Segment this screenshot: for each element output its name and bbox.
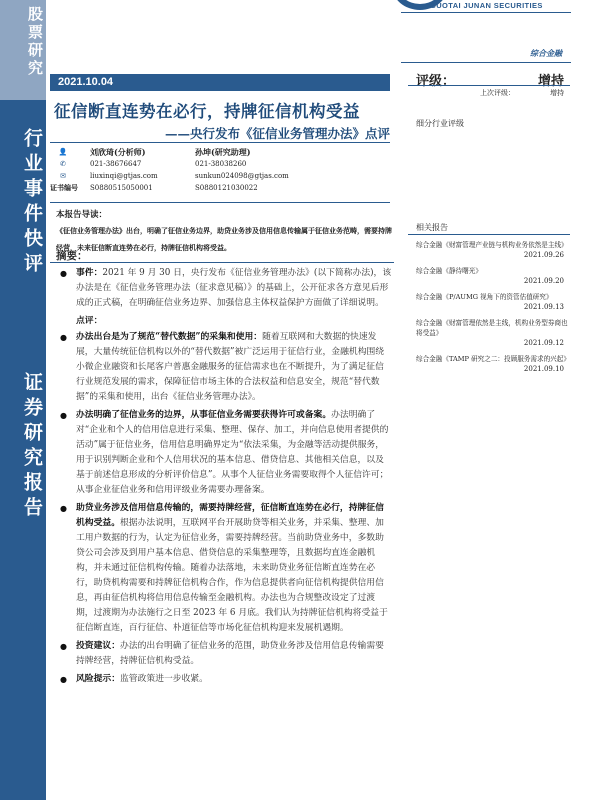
sidebar-top-label: 股票研究 [26, 6, 44, 78]
bullet-label: 投资建议： [76, 641, 120, 651]
analyst-phone: 021-38038260 [195, 160, 247, 168]
analyst-2 [195, 146, 289, 194]
related-report-title[interactable]: 综合金融《P/AUMG 视角下的资管估值研究》 [416, 293, 553, 301]
related-report-date: 2021.09.20 [523, 277, 564, 285]
related-report-date: 2021.09.26 [523, 251, 564, 259]
point-bullet [58, 501, 392, 636]
guide-text: 《征信业务管理办法》出台，明确了征信业务边界，助贷业务涉及信用信息传输属于征信业务范畴，需要持牌经营，未来征信断直连势在必行，持牌征信机构将受益。 [56, 226, 392, 252]
bullet-label: 办法出台是为了规范“替代数据”的采集和使用： [76, 332, 263, 342]
person-icon: 👤 [58, 148, 68, 156]
bullet-label: 风险提示： [76, 674, 120, 684]
report-date: 2021.10.04 [50, 74, 390, 91]
comment-title: 点评： [76, 316, 103, 326]
analyst-cert: S0880121030022 [195, 184, 258, 192]
point-bullet [58, 330, 392, 405]
rating-value: 增持 [537, 74, 564, 89]
related-report-title[interactable]: 综合金融《财富管理产业链与机构业务依然是主线》 [416, 241, 568, 249]
industry-rating-label: 细分行业评级 [416, 119, 464, 128]
summary-body [58, 266, 392, 690]
related-report-date: 2021.09.13 [523, 303, 564, 311]
bullet-text: 2021 年 9 月 30 日，央行发布《征信业务管理办法》(以下简称办法)，该办法是在《征信业务管理办法（征求意见稿）》的基础上，公开征求各方意见后形成的正式稿，在明确征信业务边界、加强信息主体权益保护方面做了详细说明。 [76, 268, 392, 308]
prev-rating-label: 上次评级： [480, 89, 515, 97]
bullet-label: 办法明确了征信业务的边界，从事征信业务需要获得许可或备案。 [76, 410, 332, 420]
analyst-icons [54, 146, 72, 182]
bullet-text: 监管政策进一步收紧。 [120, 674, 208, 684]
email-icon: ✉ [60, 172, 66, 180]
analyst-email[interactable]: sunkun024098@gtjas.com [195, 172, 289, 180]
report-subtitle: ——央行发布《征信业务管理办法》点评 [164, 126, 390, 141]
summary-title: 摘要： [56, 250, 88, 262]
rating-divider [408, 85, 570, 86]
analyst-name: 刘欣琦(分析师) [90, 147, 146, 157]
related-report-title[interactable]: 综合金融《TAMP 研究之二：投顾服务需求的兴起》 [416, 355, 570, 363]
analyst-phone: 021-38676647 [90, 160, 142, 168]
bullet-text: 根据办法说明，互联网平台开展助贷等相关业务，并采集、整理、加工用户数据的行为，认定为征信业务，需要持牌经营。当前助贷业务中，多数助贷公司会涉及到用户基本信息、借贷信息的采集整理等，且数据均直连金融机构，并未通过征信机构传输。随着办法落地，未来助贷业务征信断直连势在必行，助贷机构需要和持牌征信机构合作，作为信息提供者向征信机构提供信用信息，再由征信机构将信用信息传输至金融机构。办法也为合规整改设定了过渡期，过渡期为办法施行之日至 2023 年 6 月底。我们认为持牌征信机构将受益于征信断直连，百行征信、朴道征信等市场化征信机构迎来发展机遇期。 [76, 518, 388, 633]
related-report-title[interactable]: 综合金融《财富管理依然是主线，机构业务型券商也将受益》 [416, 319, 568, 337]
bullet-text: 随着互联网和大数据的快速发展，大量传统征信机构以外的“替代数据”被广泛运用于征信行业，金融机构围绕小微企业融资和长尾客户普惠金融服务的征信需求也在不断提升，为了满足征信行业规范发展的需求，保障征信市场主体的合法权益和信息安全，规范“替代数据”的采集和使用，出台《征信业务管理办法》。 [76, 332, 385, 402]
analyst-1 [90, 146, 158, 194]
related-divider [408, 234, 570, 235]
event-bullet [58, 266, 392, 311]
report-title: 征信断直连势在必行，持牌征信机构受益 [54, 102, 360, 121]
guide-title: 本报告导读： [56, 210, 108, 220]
related-reports-list [416, 240, 572, 380]
analyst-name: 孙坤(研究助理) [195, 147, 251, 157]
analyst-divider [50, 202, 390, 203]
prev-rating-value: 增持 [550, 89, 564, 97]
summary-divider [50, 262, 394, 263]
rating-label: 评级： [416, 74, 456, 89]
bullet-text: 办法明确了对“企业和个人的信用信息进行采集、整理、保存、加工，并向信息使用者提供的活动”属于征信业务，信用信息明确界定为“依法采集，为金融等活动提供服务，用于识别判断企业和个人信用状况的基本信息、借贷信息、其他相关信息，以及基于前述信息形成的分析评价信息”。从事个人征信业务需要取得个人征信许可；从事企业征信业务和信用评级业务需要办理备案。 [76, 410, 389, 495]
bullet-label: 助贷业务涉及信用信息传输的，需要持牌经营，征信断直连势在必行，持牌征信机构受益。 [76, 503, 384, 528]
related-report-date: 2021.09.12 [523, 339, 564, 347]
sidebar-category: 行业事件快评 [21, 128, 43, 278]
header-divider [401, 12, 571, 13]
bullet-text: 办法的出台明确了征信业务的范围，助贷业务涉及信用信息传输需要持牌经营，持牌征信机构受益。 [76, 641, 384, 666]
doc-type: 综合金融 [530, 48, 562, 58]
phone-icon: ✆ [60, 160, 66, 168]
brand-name: GUOTAI JUNAN SECURITIES [430, 1, 543, 10]
cert-label: 证书编号 [50, 183, 78, 192]
sidebar-series: 证券研究报告 [21, 372, 43, 522]
related-report-date: 2021.09.10 [523, 365, 564, 373]
analyst-cert: S0880515050001 [90, 184, 153, 192]
bullet-label: 事件： [76, 268, 103, 278]
point-bullet [58, 672, 392, 687]
doc-type-divider [401, 62, 571, 63]
related-reports-header: 相关报告 [416, 223, 448, 232]
point-bullet [58, 639, 392, 669]
analyst-email[interactable]: liuxinqi@gtjas.com [90, 172, 158, 180]
point-bullet [58, 408, 392, 498]
related-report-title[interactable]: 综合金融《静待曙光》 [416, 267, 482, 275]
title-divider [50, 142, 390, 143]
